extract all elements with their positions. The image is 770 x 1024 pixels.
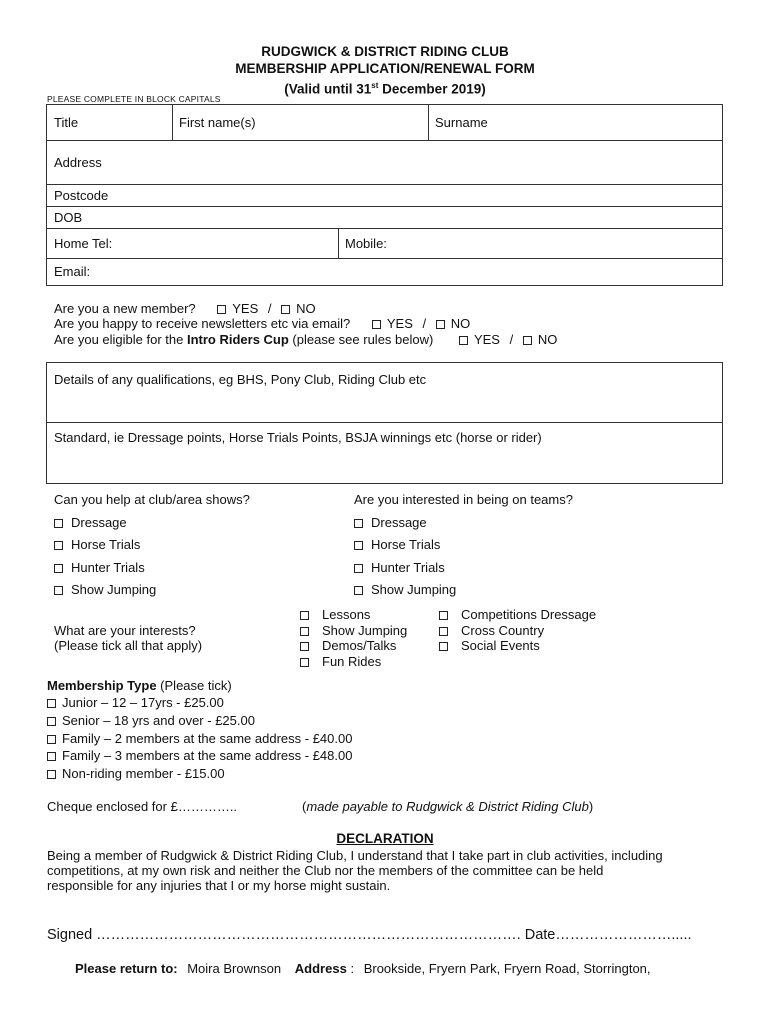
valid-until: (Valid until 31st December 2019): [284, 81, 486, 97]
email-field[interactable]: Email:: [54, 264, 91, 279]
teams-horse-trials[interactable]: Horse Trials: [354, 537, 440, 552]
checkbox-icon[interactable]: [439, 642, 448, 651]
membership-senior[interactable]: Senior – 18 yrs and over - £25.00: [47, 713, 255, 728]
declaration-line-2: competitions, at my own risk and neither the Club nor the members of the committee can be held: [47, 863, 604, 878]
interest-fun-rides[interactable]: Fun Rides: [300, 654, 381, 669]
checkbox-icon[interactable]: [47, 770, 56, 779]
checkbox-icon[interactable]: [47, 752, 56, 761]
home-tel-field[interactable]: Home Tel:: [54, 236, 113, 251]
teams-heading: Are you interested in being on teams?: [354, 492, 573, 507]
checkbox-icon[interactable]: [439, 611, 448, 620]
membership-non-riding[interactable]: Non-riding member - £15.00: [47, 766, 225, 781]
interest-demos-talks[interactable]: Demos/Talks: [300, 638, 396, 653]
mobile-field[interactable]: Mobile:: [345, 236, 387, 251]
checkbox-icon[interactable]: [47, 699, 56, 708]
new-member-yes-checkbox[interactable]: [217, 305, 226, 314]
interests-note: (Please tick all that apply): [54, 638, 203, 653]
checkbox-icon[interactable]: [439, 627, 448, 636]
cheque-amount-field[interactable]: Cheque enclosed for £…………..: [47, 799, 238, 814]
declaration-line-3: responsible for any injuries that I or my horse might sustain.: [47, 878, 391, 893]
intro-riders-question: Are you eligible for the Intro Riders Cup (please see rules below) YES / NO: [54, 332, 558, 347]
interest-cross-country[interactable]: Cross Country: [439, 623, 544, 638]
newsletter-no-checkbox[interactable]: [436, 320, 445, 329]
checkbox-icon[interactable]: [300, 611, 309, 620]
checkbox-icon[interactable]: [47, 735, 56, 744]
interest-lessons[interactable]: Lessons: [300, 607, 370, 622]
membership-family-3[interactable]: Family – 3 members at the same address - £48.00: [47, 748, 352, 763]
intro-riders-no-checkbox[interactable]: [523, 336, 532, 345]
block-capitals-instruction: PLEASE COMPLETE IN BLOCK CAPITALS: [47, 94, 221, 104]
new-member-no-checkbox[interactable]: [281, 305, 290, 314]
teams-show-jumping[interactable]: Show Jumping: [354, 582, 456, 597]
checkbox-icon[interactable]: [54, 541, 63, 550]
membership-family-2[interactable]: Family – 2 members at the same address - £40.00: [47, 731, 352, 746]
help-horse-trials[interactable]: Horse Trials: [54, 537, 140, 552]
membership-heading: Membership Type (Please tick): [47, 678, 232, 693]
checkbox-icon[interactable]: [54, 564, 63, 573]
help-heading: Can you help at club/area shows?: [54, 492, 250, 507]
interest-show-jumping[interactable]: Show Jumping: [300, 623, 407, 638]
checkbox-icon[interactable]: [54, 519, 63, 528]
cheque-payable-note: (made payable to Rudgwick & District Riding Club): [302, 799, 594, 814]
qualifications-field[interactable]: Details of any qualifications, eg BHS, Pony Club, Riding Club etc: [54, 372, 427, 387]
interest-social-events[interactable]: Social Events: [439, 638, 540, 653]
surname-field[interactable]: Surname: [435, 115, 488, 130]
help-show-jumping[interactable]: Show Jumping: [54, 582, 156, 597]
teams-dressage[interactable]: Dressage: [354, 515, 427, 530]
newsletter-yes-checkbox[interactable]: [372, 320, 381, 329]
help-hunter-trials[interactable]: Hunter Trials: [54, 560, 145, 575]
checkbox-icon[interactable]: [354, 586, 363, 595]
intro-riders-yes-checkbox[interactable]: [459, 336, 468, 345]
checkbox-icon[interactable]: [300, 627, 309, 636]
help-dressage[interactable]: Dressage: [54, 515, 127, 530]
interest-competitions-dressage[interactable]: Competitions Dressage: [439, 607, 596, 622]
return-address: Please return to: Moira Brownson Address : Brookside, Fryern Park, Fryern Road, Storrington,: [75, 961, 651, 976]
dob-field[interactable]: DOB: [54, 210, 83, 225]
postcode-field[interactable]: Postcode: [54, 188, 109, 203]
membership-junior[interactable]: Junior – 12 – 17yrs - £25.00: [47, 695, 224, 710]
new-member-question: Are you a new member? YES / NO: [54, 301, 316, 316]
interests-question: What are your interests?: [54, 623, 196, 638]
declaration-line-1: Being a member of Rudgwick & District Riding Club, I understand that I take part in club activities, including: [47, 848, 663, 863]
newsletter-question: Are you happy to receive newsletters etc via email? YES / NO: [54, 316, 471, 331]
checkbox-icon[interactable]: [47, 717, 56, 726]
first-name-field[interactable]: First name(s): [179, 115, 256, 130]
title-field[interactable]: Title: [54, 115, 79, 130]
standard-field[interactable]: Standard, ie Dressage points, Horse Trials Points, BSJA winnings etc (horse or rider): [54, 430, 542, 445]
club-title: RUDGWICK & DISTRICT RIDING CLUB: [261, 44, 509, 59]
declaration-heading: DECLARATION: [336, 831, 434, 846]
form-title: MEMBERSHIP APPLICATION/RENEWAL FORM: [235, 61, 535, 76]
checkbox-icon[interactable]: [300, 642, 309, 651]
checkbox-icon[interactable]: [354, 541, 363, 550]
checkbox-icon[interactable]: [300, 658, 309, 667]
checkbox-icon[interactable]: [354, 564, 363, 573]
checkbox-icon[interactable]: [54, 586, 63, 595]
teams-hunter-trials[interactable]: Hunter Trials: [354, 560, 445, 575]
checkbox-icon[interactable]: [354, 519, 363, 528]
address-field[interactable]: Address: [54, 155, 102, 170]
signature-date-line[interactable]: Signed ……………………………………………………………………………. Date…………………….....: [47, 927, 692, 943]
